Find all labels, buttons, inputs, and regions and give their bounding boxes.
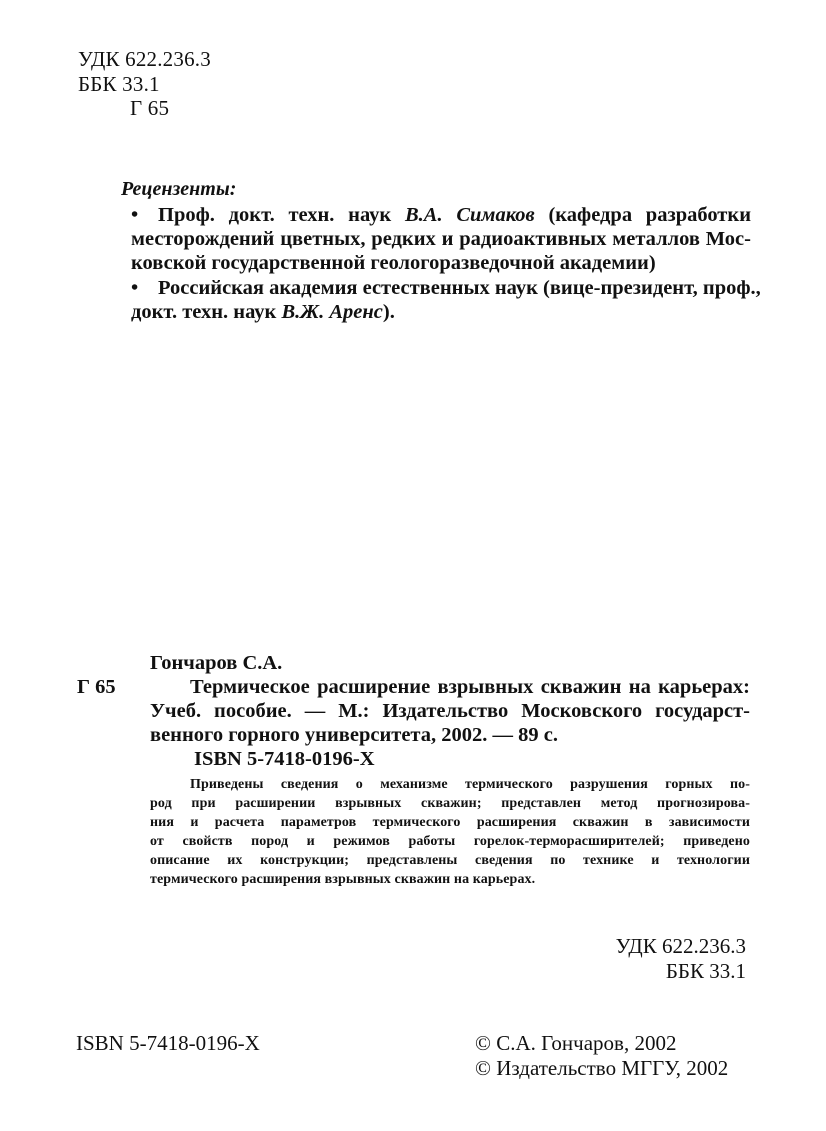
bib-title-line-1: Термическое расширение взрывных скважин на карьерах: [190,676,750,698]
reviewer-1-line-3: ковской государственной геологоразведочной академии) [131,252,656,274]
abstract-line-2: род при расширении взрывных скважин; представлен метод прогнозирова- [150,796,750,811]
abstract-line-3: ния и расчета параметров термического расширения скважин в зависимости [150,815,750,830]
udk-bottom: УДК 622.236.3 [615,934,746,958]
bib-title-line-3: венного горного университета, 2002. — 89 с. [150,724,558,746]
reviewer-2-name: В.Ж. Аренс [281,301,383,323]
udk-top: УДК 622.236.3 [78,47,211,71]
bullet-1: • [131,204,139,226]
bib-isbn: ISBN 5-7418-0196-Х [194,748,375,770]
abstract-line-6: термического расширения взрывных скважин на карьерах. [150,872,536,887]
bib-author: Гончаров С.А. [150,652,283,674]
reviewer-1-line-2: месторождений цветных, редких и радиоактивных металлов Мос- [131,228,751,250]
reviewers-heading: Рецензенты: [121,178,237,200]
reviewer-1-name: В.А. Симаков [404,204,535,226]
reviewer-1-line-1: Проф. докт. техн. наук В.А. Симаков (кафедра разработки [158,204,752,226]
bbk-top: ББК 33.1 [78,72,160,96]
abstract-line-1: Приведены сведения о механизме термического разрушения горных по- [190,777,750,792]
abstract-line-4: от свойств пород и режимов работы горелок-терморасширителей; приведено [150,834,750,849]
bib-author-mark: Г 65 [77,676,116,698]
abstract-line-5: описание их конструкции; представлены сведения по технике и технологии [150,853,750,868]
reviewer-2-line-1: Российская академия естественных наук (вице-президент, проф., [158,277,761,299]
copyright-publisher: © Издательство МГГУ, 2002 [475,1056,729,1080]
bib-title-line-2: Учеб. пособие. — М.: Издательство Московского государст- [150,700,750,722]
footer-isbn: ISBN 5-7418-0196-Х [76,1031,260,1055]
reviewer-2-line-2: докт. техн. наук В.Ж. Аренс). [131,301,395,323]
bbk-bottom: ББК 33.1 [665,959,746,983]
bullet-2: • [131,277,139,299]
copyright-author: © С.А. Гончаров, 2002 [475,1031,677,1055]
author-mark-top: Г 65 [130,96,170,120]
